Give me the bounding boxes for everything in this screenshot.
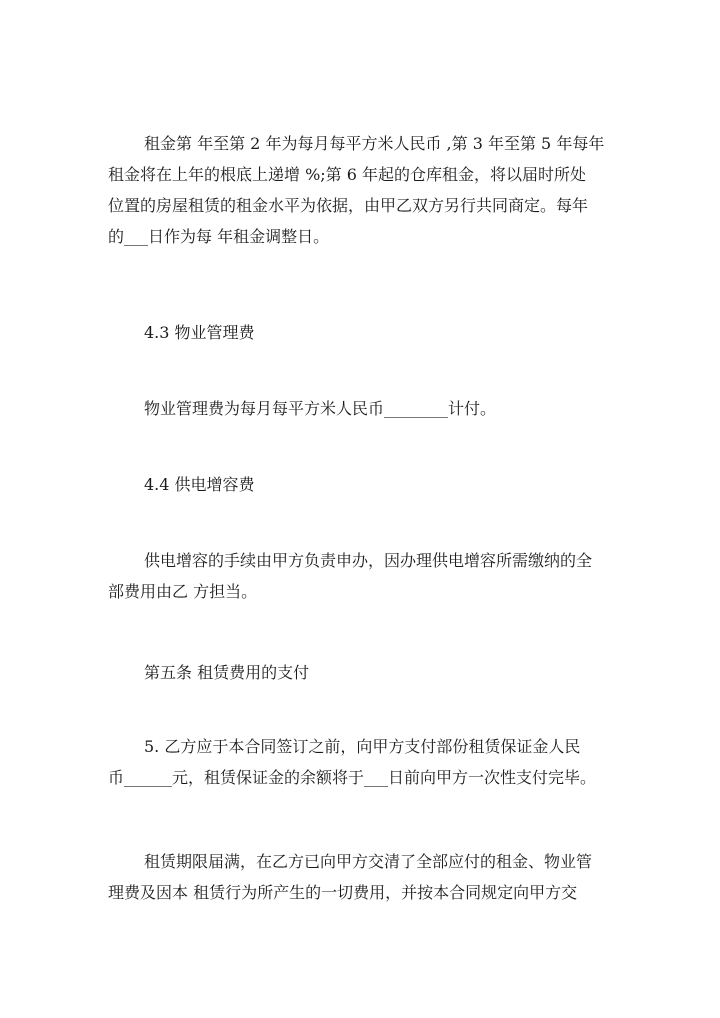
paragraph-line: 的___日作为每 年租金调整日。: [108, 227, 330, 246]
article-five-heading: [108, 657, 616, 688]
lease-expiry-paragraph: [108, 846, 616, 908]
section-heading-4-3: [108, 317, 616, 348]
heading-text: 4.4 供电增容费: [144, 475, 255, 494]
paragraph-line: 位置的房屋租赁的租金水平为依据，由甲乙双方另行共同商定。每年: [108, 196, 589, 215]
paragraph-line: 租赁期限届满，在乙方已向甲方交清了全部应付的租金、物业管: [144, 852, 593, 871]
paragraph-line: 理费及因本 租赁行为所产生的一切费用，并按本合同规定向甲方交: [108, 883, 578, 902]
paragraph-line: 供电增容的手续由甲方负责申办，因办理供电增容所需缴纳的全: [144, 551, 593, 570]
paragraph-line: 币______元，租赁保证金的余额将于___日前向甲方一次性支付完毕。: [108, 768, 597, 787]
paragraph-line: 物业管理费为每月每平方米人民币________计付。: [144, 399, 497, 418]
rent-paragraph: [108, 128, 616, 252]
section-heading-4-4: [108, 469, 616, 500]
management-fee-paragraph: [108, 393, 616, 424]
heading-text: 4.3 物业管理费: [144, 323, 255, 342]
paragraph-line: 租金将在上年的根底上递增 %;第 6 年起的仓库租金，将以届时所处: [108, 165, 587, 184]
paragraph-line: 租金第 年至第 2 年为每月每平方米人民币 ,第 3 年至第 5 年每年: [144, 134, 605, 153]
deposit-paragraph: [108, 731, 616, 793]
heading-text: 第五条 租赁费用的支付: [144, 663, 310, 682]
power-capacity-paragraph: [108, 545, 616, 607]
paragraph-line: 5. 乙方应于本合同签订之前，向甲方支付部份租赁保证金人民: [144, 737, 581, 756]
paragraph-line: 部费用由乙 方担当。: [108, 582, 258, 601]
